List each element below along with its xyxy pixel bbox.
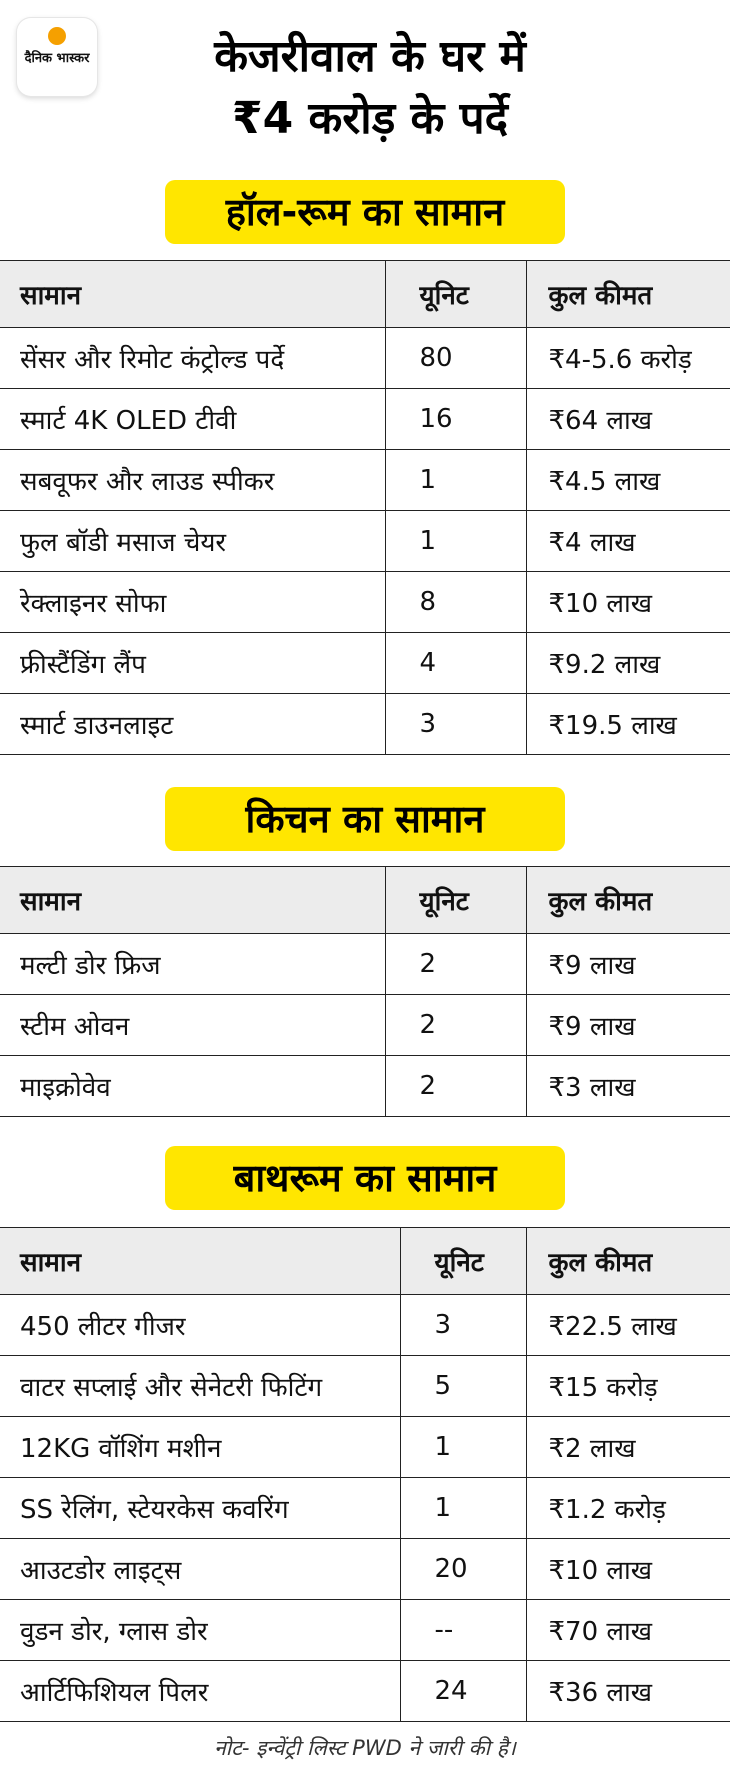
cell-unit: 5 (400, 1356, 526, 1417)
cell-unit: -- (400, 1600, 526, 1661)
table-row (0, 328, 730, 389)
section-title-kitchen: किचन का सामान (165, 787, 565, 851)
section-title-hall: हॉल-रूम का सामान (165, 180, 565, 244)
cell-item: फ्रीस्टैंडिंग लैंप (0, 633, 385, 694)
kitchen-table (0, 866, 730, 1117)
cell-price: ₹1.2 करोड़ (526, 1478, 730, 1539)
hall-table (0, 260, 730, 755)
cell-item: माइक्रोवेव (0, 1056, 385, 1117)
table-header-row (0, 261, 730, 328)
col-header-item: सामान (0, 1228, 400, 1295)
col-header-price: कुल कीमत (526, 867, 730, 934)
cell-price: ₹4-5.6 करोड़ (526, 328, 730, 389)
table-row (0, 1478, 730, 1539)
cell-price: ₹22.5 लाख (526, 1295, 730, 1356)
cell-item: सेंसर और रिमोट कंट्रोल्ड पर्दे (0, 328, 385, 389)
cell-unit: 1 (400, 1417, 526, 1478)
cell-item: 450 लीटर गीजर (0, 1295, 400, 1356)
table-header-row (0, 867, 730, 934)
cell-unit: 3 (385, 694, 526, 755)
brand-logo (17, 18, 97, 96)
table-row (0, 511, 730, 572)
cell-price: ₹3 लाख (526, 1056, 730, 1117)
table-row (0, 934, 730, 995)
table-row (0, 1539, 730, 1600)
cell-item: रेक्लाइनर सोफा (0, 572, 385, 633)
table-row (0, 633, 730, 694)
cell-item: फुल बॉडी मसाज चेयर (0, 511, 385, 572)
cell-item: आउटडोर लाइट्स (0, 1539, 400, 1600)
cell-unit: 2 (385, 1056, 526, 1117)
header (0, 0, 730, 160)
cell-unit: 80 (385, 328, 526, 389)
cell-item: वाटर सप्लाई और सेनेटरी फिटिंग (0, 1356, 400, 1417)
col-header-price: कुल कीमत (526, 1228, 730, 1295)
cell-price: ₹10 लाख (526, 1539, 730, 1600)
headline-line-1: केजरीवाल के घर में (214, 31, 526, 82)
cell-item: स्मार्ट 4K OLED टीवी (0, 389, 385, 450)
cell-price: ₹36 लाख (526, 1661, 730, 1722)
cell-item: स्टीम ओवन (0, 995, 385, 1056)
cell-price: ₹19.5 लाख (526, 694, 730, 755)
cell-item: SS रेलिंग, स्टेयरकेस कवरिंग (0, 1478, 400, 1539)
table-row (0, 1661, 730, 1722)
table-row (0, 389, 730, 450)
table-row (0, 694, 730, 755)
cell-price: ₹4 लाख (526, 511, 730, 572)
cell-item: वुडन डोर, ग्लास डोर (0, 1600, 400, 1661)
table-header-row (0, 1228, 730, 1295)
col-header-item: सामान (0, 867, 385, 934)
cell-price: ₹10 लाख (526, 572, 730, 633)
section-title-bathroom: बाथरूम का सामान (165, 1146, 565, 1210)
cell-item: 12KG वॉशिंग मशीन (0, 1417, 400, 1478)
cell-item: आर्टिफिशियल पिलर (0, 1661, 400, 1722)
table-row (0, 995, 730, 1056)
cell-price: ₹70 लाख (526, 1600, 730, 1661)
cell-price: ₹9 लाख (526, 995, 730, 1056)
cell-price: ₹4.5 लाख (526, 450, 730, 511)
cell-unit: 1 (400, 1478, 526, 1539)
cell-unit: 2 (385, 934, 526, 995)
cell-item: स्मार्ट डाउनलाइट (0, 694, 385, 755)
cell-unit: 1 (385, 450, 526, 511)
cell-unit: 24 (400, 1661, 526, 1722)
cell-item: मल्टी डोर फ्रिज (0, 934, 385, 995)
footnote: नोट- इन्वेंट्री लिस्ट PWD ने जारी की है। (214, 1736, 516, 1760)
logo-text: दैनिक भास्कर (24, 51, 90, 66)
cell-price: ₹9.2 लाख (526, 633, 730, 694)
cell-price: ₹9 लाख (526, 934, 730, 995)
table-row (0, 1056, 730, 1117)
table-row (0, 572, 730, 633)
col-header-unit: यूनिट (385, 867, 526, 934)
cell-unit: 3 (400, 1295, 526, 1356)
cell-unit: 4 (385, 633, 526, 694)
cell-price: ₹2 लाख (526, 1417, 730, 1478)
table-row (0, 1356, 730, 1417)
cell-unit: 16 (385, 389, 526, 450)
cell-unit: 1 (385, 511, 526, 572)
cell-unit: 2 (385, 995, 526, 1056)
cell-unit: 8 (385, 572, 526, 633)
logo-sun-icon (48, 27, 66, 45)
cell-unit: 20 (400, 1539, 526, 1600)
bathroom-table (0, 1227, 730, 1722)
cell-price: ₹15 करोड़ (526, 1356, 730, 1417)
table-row (0, 450, 730, 511)
headline-line-2: ₹4 करोड़ के पर्दे (231, 93, 509, 144)
table-row (0, 1417, 730, 1478)
page-title (110, 26, 630, 150)
col-header-unit: यूनिट (400, 1228, 526, 1295)
cell-item: सबवूफर और लाउड स्पीकर (0, 450, 385, 511)
table-row (0, 1600, 730, 1661)
table-row (0, 1295, 730, 1356)
col-header-item: सामान (0, 261, 385, 328)
cell-price: ₹64 लाख (526, 389, 730, 450)
col-header-price: कुल कीमत (526, 261, 730, 328)
col-header-unit: यूनिट (385, 261, 526, 328)
